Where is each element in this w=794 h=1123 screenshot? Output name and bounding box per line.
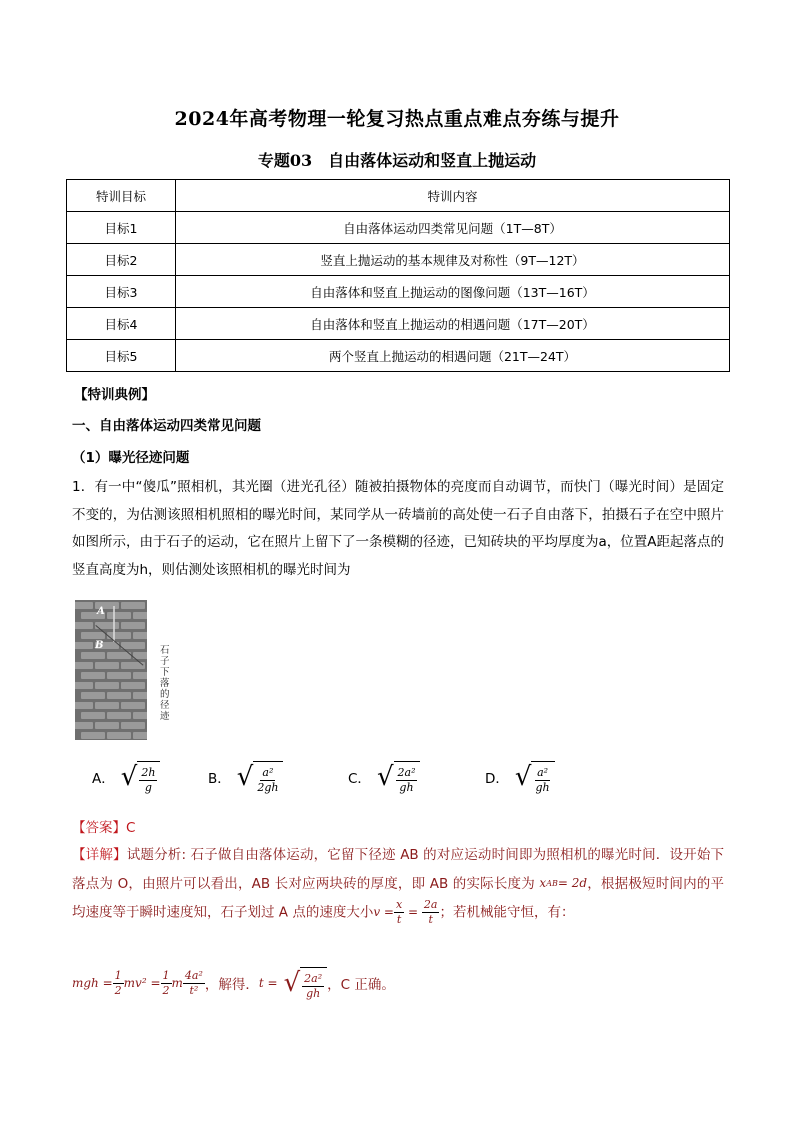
answer-line bbox=[72, 816, 135, 836]
stone-trace bbox=[113, 606, 115, 642]
subsection-heading: （1）曝光径迹问题 bbox=[72, 450, 190, 466]
fraction-half: $\frac{1}{2}$ bbox=[162, 968, 170, 997]
option-letter: B． bbox=[208, 771, 231, 787]
answer-label: 【答案】 bbox=[72, 820, 126, 836]
table-header-cell: 特训内容 bbox=[176, 180, 730, 212]
option-letter: D． bbox=[485, 771, 509, 787]
table-cell: 自由落体和竖直上抛运动的图像问题（13T—16T） bbox=[176, 276, 730, 308]
option-letter: C． bbox=[348, 771, 371, 787]
option-a[interactable] bbox=[92, 758, 160, 796]
detail-label: 【详解】 bbox=[72, 847, 127, 863]
equation-mass: m bbox=[171, 976, 183, 990]
fraction-denominator: 2gh bbox=[257, 780, 279, 794]
question-text: 1．有一中“傻瓜”照相机，其光圈（进光孔径）随被拍摄物体的亮度而自动调节，而快门（曝光时间）是固定不变的，为估测该照相机照相的曝光时间，某同学从一砖墙前的高处使一石子自由落下，拍摄石子在空中照片如图所示，由于石子的运动，它在照片上留下了一条模糊的径迹，已知砖块的平均厚度为a，位置A距起落点的竖直高度为h，则估测处该照相机的曝光时间为 bbox=[72, 479, 725, 578]
fraction-4a2-t2: $\frac{\text{4a²}}{\text{t²}}$ bbox=[184, 968, 203, 997]
answer-value: C bbox=[126, 820, 136, 836]
photo-label-b: B bbox=[95, 640, 104, 651]
table-header-row bbox=[67, 180, 730, 212]
detail-text-1: 试题分析: 石子做自由落体运动，它留下径迹 AB 的对应运动时间即为照相机的曝光时间．设开始下落点为 O，由照片可以看出，AB 长对应两块砖的厚度，即 AB 的实际长度为 bbox=[72, 847, 724, 892]
fraction-denominator: g bbox=[144, 780, 152, 794]
option-d[interactable] bbox=[485, 758, 555, 796]
table-cell: 目标1 bbox=[67, 212, 176, 244]
table-cell: 目标2 bbox=[67, 244, 176, 276]
option-b[interactable] bbox=[208, 758, 283, 796]
table-cell: 竖直上抛运动的基本规律及对称性（9T—12T） bbox=[176, 244, 730, 276]
fraction-numerator: 2a² bbox=[397, 765, 416, 779]
equation-mgh: mgh = bbox=[72, 976, 113, 990]
document-subtitle: 专题03 自由落体运动和竖直上抛运动 bbox=[257, 151, 537, 170]
detail-text-2: ，根据极短时间内的平均速度等于瞬时速度知，石子划过 A 点的速度大小 bbox=[72, 875, 724, 921]
table-row bbox=[67, 244, 730, 276]
equation-t: t = bbox=[258, 976, 278, 990]
equation-velocity: v = $\frac{x}{t}$ = $\frac{2a}{t}$ bbox=[373, 897, 438, 926]
equation-kinetic: mv² = bbox=[123, 976, 161, 990]
table-header-cell: 特训目标 bbox=[67, 180, 176, 212]
table-row bbox=[67, 212, 730, 244]
equation-xab: x AB = 2d bbox=[539, 875, 588, 890]
table-cell: 目标5 bbox=[67, 340, 176, 372]
photo-label-a: A bbox=[97, 606, 105, 617]
table-cell: 自由落体和竖直上抛运动的相遇问题（17T—20T） bbox=[176, 308, 730, 340]
table-cell: 自由落体运动四类常见问题（1T—8T） bbox=[176, 212, 730, 244]
solution-paragraph bbox=[72, 842, 724, 927]
part-heading: 一、自由落体运动四类常见问题 bbox=[72, 418, 261, 434]
table-row bbox=[67, 308, 730, 340]
sqrt-expression: √ $\frac{\text{2a²}}{gh}$ bbox=[377, 758, 421, 796]
fraction-numerator: a² bbox=[262, 765, 274, 779]
brick-wall-photo bbox=[75, 600, 147, 740]
document-title: 2024年高考物理一轮复习热点重点难点夯练与提升 bbox=[174, 108, 620, 130]
detail-text-3: ；若机械能守恒，有： bbox=[439, 904, 575, 921]
sqrt-expression: √ $\frac{\text{a²}}{2gh}$ bbox=[237, 758, 284, 796]
sqrt-expression: √ $\frac{\text{a²}}{gh}$ bbox=[515, 758, 555, 796]
table-row bbox=[67, 276, 730, 308]
fraction-numerator: 2h bbox=[141, 765, 156, 779]
table-cell: 目标3 bbox=[67, 276, 176, 308]
section-heading: 【特训典例】 bbox=[74, 387, 155, 403]
fraction-denominator: gh bbox=[535, 780, 550, 794]
option-c[interactable] bbox=[348, 758, 420, 796]
photo-caption: 石子下落的径迹 bbox=[160, 645, 170, 722]
energy-equation-line bbox=[72, 964, 395, 1002]
detail-text-5: ，C 正确。 bbox=[327, 977, 395, 993]
fraction-denominator: gh bbox=[399, 780, 414, 794]
fraction-numerator: a² bbox=[537, 765, 549, 779]
sqrt-expression: √ $\frac{\text{2a²}}{gh}$ bbox=[284, 964, 328, 1002]
option-letter: A． bbox=[92, 771, 115, 787]
table-cell: 目标4 bbox=[67, 308, 176, 340]
table-cell: 两个竖直上抛运动的相遇问题（21T—24T） bbox=[176, 340, 730, 372]
detail-text-4: ，解得． bbox=[204, 977, 259, 993]
fraction-half: $\frac{1}{2}$ bbox=[114, 968, 122, 997]
sqrt-expression: √ $\frac{2h}{g}$ bbox=[121, 758, 161, 796]
table-row bbox=[67, 340, 730, 372]
training-goals-table bbox=[66, 179, 730, 372]
